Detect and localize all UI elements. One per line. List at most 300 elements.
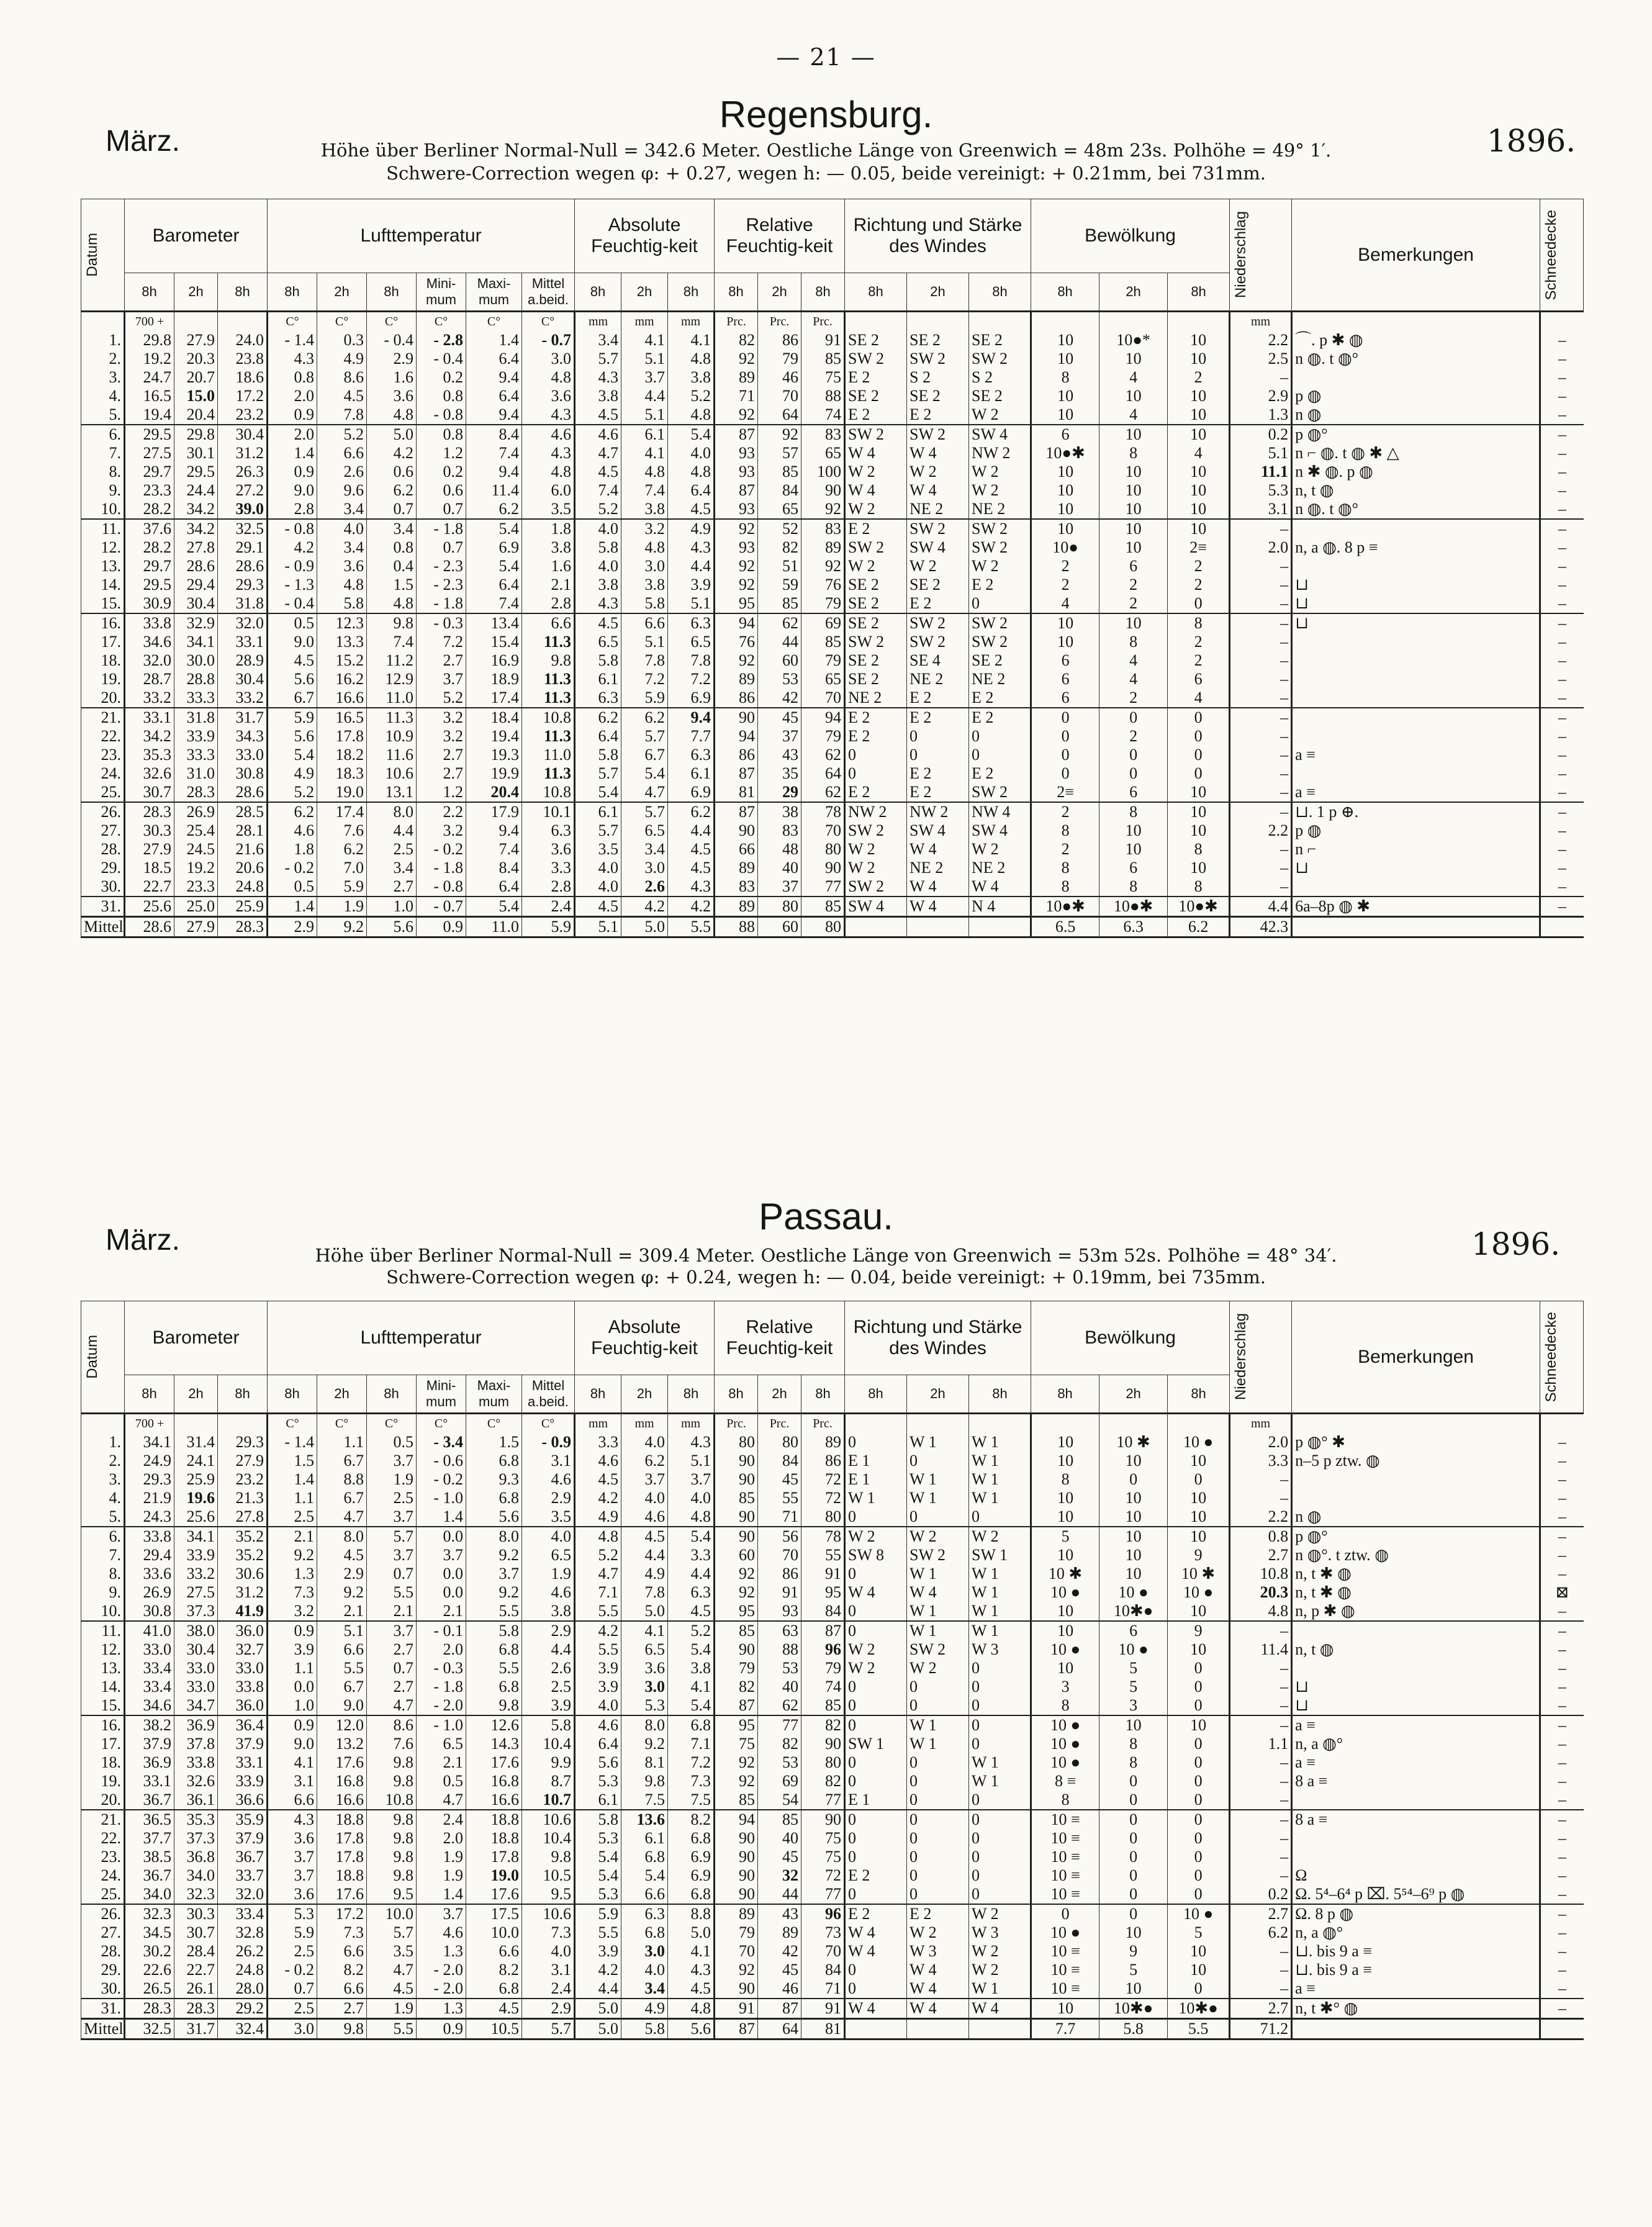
subcol-header: 8h	[367, 273, 417, 312]
cell-tn: 1.9	[417, 1848, 466, 1866]
cell-tx: 9.4	[466, 821, 522, 840]
cell-s: –	[1540, 840, 1584, 859]
cell-w1: 0	[845, 1565, 907, 1583]
cell-r3: 77	[801, 1791, 845, 1810]
cell-b2: 34.2	[174, 519, 218, 538]
cell-d: 16.	[81, 1715, 125, 1735]
cell-n: 2.5	[1230, 350, 1292, 368]
cell-s: –	[1540, 1961, 1584, 1979]
cell-n: –	[1230, 1489, 1292, 1507]
cell-t2: 16.6	[317, 1791, 367, 1810]
cell-d: 31.	[81, 897, 125, 917]
cell-c1: 2	[1031, 840, 1099, 859]
cell-n: –	[1230, 783, 1292, 802]
cell-t2: 17.2	[317, 1904, 367, 1923]
cell-r1: 86	[715, 746, 758, 764]
cell-r2: 35	[758, 764, 801, 783]
cell-c1: 10 ≡	[1031, 1829, 1099, 1848]
cell-rem: n, t ✱° ◍	[1292, 1999, 1540, 2019]
cell-w1: W 2	[845, 463, 907, 481]
cell-tx: 17.6	[466, 1753, 522, 1772]
station-header-line-2: Schwere-Correction wegen φ: + 0.24, wegen h: — 0.04, beide vereinigt: + 0.19mm, bei 735mm.	[386, 1267, 1266, 1288]
cell-r3: 75	[801, 1829, 845, 1848]
cell-t1: 3.1	[268, 1772, 317, 1791]
cell-tx: 6.8	[466, 1452, 522, 1470]
cell-c1: 2	[1031, 557, 1099, 576]
cell-w3: NE 2	[969, 670, 1031, 689]
cell-b1: 33.8	[125, 613, 174, 633]
subcol-header: 8h	[845, 1375, 907, 1414]
cell-d: 11.	[81, 1621, 125, 1640]
cell-t3: 0.7	[367, 500, 417, 519]
cell-tx: 6.4	[466, 387, 522, 405]
cell-c3: 0	[1168, 708, 1230, 727]
cell-r1: 94	[715, 613, 758, 633]
cell-c1: 10 ≡	[1031, 1848, 1099, 1866]
cell-d: 6.	[81, 425, 125, 444]
cell-rem	[1292, 1848, 1540, 1866]
cell-tn: 2.7	[417, 764, 466, 783]
cell-t1: 2.0	[268, 387, 317, 405]
cell-n: –	[1230, 368, 1292, 387]
cell-n: –	[1230, 1848, 1292, 1866]
cell-c3: 0	[1168, 1753, 1230, 1772]
cell-tx: 6.4	[466, 877, 522, 897]
cell-s: –	[1540, 1848, 1584, 1866]
cell-b2: 33.0	[174, 1659, 218, 1678]
cell-b3: 29.3	[218, 576, 268, 594]
cell-c2: 4	[1099, 368, 1168, 387]
table-row	[81, 689, 1584, 708]
cell-t2: 7.3	[317, 1923, 367, 1942]
cell-c2: 10✱●	[1099, 1602, 1168, 1621]
cell-w1: E 1	[845, 1791, 907, 1810]
cell-r1: 70	[715, 1942, 758, 1961]
cell-a3: 4.0	[668, 1489, 715, 1507]
cell-a3: 4.2	[668, 897, 715, 917]
cell-w2: W 4	[907, 1999, 969, 2019]
cell-r2: 80	[758, 1433, 801, 1452]
cell-d: 21.	[81, 708, 125, 727]
cell-w2: 0	[907, 1848, 969, 1866]
cell-t3: 0.7	[367, 1565, 417, 1583]
cell-r3: 91	[801, 331, 845, 350]
cell-t1: 4.2	[268, 538, 317, 557]
cell-tx: 9.4	[466, 463, 522, 481]
cell-s: –	[1540, 1942, 1584, 1961]
cell-w1: SW 2	[845, 821, 907, 840]
cell-c1: 6	[1031, 651, 1099, 670]
cell-s: –	[1540, 576, 1584, 594]
cell-n: –	[1230, 746, 1292, 764]
cell-tx: 6.4	[466, 576, 522, 594]
cell-r2: 42	[758, 689, 801, 708]
cell-s: –	[1540, 1735, 1584, 1753]
cell-c2: 9	[1099, 1942, 1168, 1961]
cell-t3: 10.0	[367, 1904, 417, 1923]
table-row	[81, 1923, 1584, 1942]
mean-row	[81, 2019, 1584, 2040]
cell-a2: 7.5	[621, 1791, 668, 1810]
cell-b2: 25.9	[174, 1470, 218, 1489]
cell-a1: 3.3	[575, 1433, 621, 1452]
cell-b3: 27.8	[218, 1507, 268, 1527]
cell-rem: a ≡	[1292, 783, 1540, 802]
cell-w1: 0	[845, 764, 907, 783]
mean-cell-t2: 9.8	[317, 2019, 367, 2040]
cell-b1: 30.7	[125, 783, 174, 802]
cell-rem: a ≡	[1292, 1979, 1540, 1999]
cell-a1: 4.6	[575, 1452, 621, 1470]
cell-d: 22.	[81, 727, 125, 746]
cell-t1: 2.8	[268, 500, 317, 519]
cell-n: 3.1	[1230, 500, 1292, 519]
unit-cell: mm	[575, 1414, 621, 1434]
cell-tn: 0.8	[417, 425, 466, 444]
cell-r1: 90	[715, 708, 758, 727]
cell-c3: 10	[1168, 500, 1230, 519]
cell-rem: n ◍	[1292, 405, 1540, 425]
cell-n: –	[1230, 1678, 1292, 1696]
cell-w2: 0	[907, 1696, 969, 1715]
cell-w3: 0	[969, 1791, 1031, 1810]
cell-r3: 85	[801, 1696, 845, 1715]
station-title-regensburg: Regensburg.	[719, 94, 933, 135]
unit-cell	[174, 1414, 218, 1434]
cell-w1: W 4	[845, 1999, 907, 2019]
cell-b1: 30.8	[125, 1602, 174, 1621]
cell-t3: 2.9	[367, 350, 417, 368]
cell-w1: SW 2	[845, 538, 907, 557]
cell-c1: 10	[1031, 500, 1099, 519]
cell-c3: 10	[1168, 821, 1230, 840]
cell-a3: 3.8	[668, 1659, 715, 1678]
mean-cell-tm: 5.9	[522, 917, 575, 937]
cell-c2: 0	[1099, 1772, 1168, 1791]
cell-t3: 8.0	[367, 802, 417, 821]
cell-a3: 4.3	[668, 1961, 715, 1979]
cell-rem: n, a ◍°	[1292, 1923, 1540, 1942]
cell-b3: 24.0	[218, 331, 268, 350]
cell-rem	[1292, 708, 1540, 727]
header-bewoelkung: Bewölkung	[1031, 199, 1230, 273]
cell-s: –	[1540, 1602, 1584, 1621]
cell-a1: 6.2	[575, 708, 621, 727]
cell-b3: 27.2	[218, 481, 268, 500]
cell-r3: 80	[801, 840, 845, 859]
cell-c3: 10	[1168, 1527, 1230, 1546]
cell-b1: 19.2	[125, 350, 174, 368]
cell-b3: 35.2	[218, 1546, 268, 1565]
cell-tm: 11.3	[522, 670, 575, 689]
year-label-regensburg: 1896.	[1487, 123, 1576, 159]
cell-tn: 0.8	[417, 387, 466, 405]
cell-t2: 5.9	[317, 877, 367, 897]
cell-a1: 4.8	[575, 1527, 621, 1546]
mean-cell-a3: 5.6	[668, 2019, 715, 2040]
cell-a2: 4.5	[621, 1527, 668, 1546]
cell-r3: 91	[801, 1565, 845, 1583]
cell-a1: 4.5	[575, 463, 621, 481]
cell-w1: 0	[845, 1979, 907, 1999]
header-relative-feuchtigkeit: Relative Feuchtig-keit	[715, 1301, 845, 1375]
cell-rem: ⊔	[1292, 859, 1540, 877]
cell-tm: 2.4	[522, 897, 575, 917]
unit-cell: C°	[367, 1414, 417, 1434]
cell-tn: - 1.8	[417, 859, 466, 877]
cell-w1: 0	[845, 1715, 907, 1735]
cell-c1: 0	[1031, 764, 1099, 783]
cell-r1: 90	[715, 1452, 758, 1470]
table-row	[81, 1470, 1584, 1489]
cell-b2: 36.8	[174, 1848, 218, 1866]
cell-w2: SE 2	[907, 576, 969, 594]
cell-n: –	[1230, 1979, 1292, 1999]
cell-tx: 5.6	[466, 1507, 522, 1527]
cell-a3: 4.5	[668, 840, 715, 859]
cell-w1: SW 4	[845, 897, 907, 917]
cell-t3: 9.8	[367, 1810, 417, 1829]
cell-w2: W 1	[907, 1621, 969, 1640]
cell-a1: 4.6	[575, 425, 621, 444]
cell-c2: 6	[1099, 783, 1168, 802]
cell-a2: 3.7	[621, 368, 668, 387]
cell-b2: 28.4	[174, 1942, 218, 1961]
cell-tm: 3.1	[522, 1452, 575, 1470]
cell-tn: - 1.0	[417, 1489, 466, 1507]
unit-cell: C°	[417, 312, 466, 332]
cell-s: –	[1540, 1923, 1584, 1942]
cell-w2: NE 2	[907, 859, 969, 877]
cell-n: –	[1230, 1772, 1292, 1791]
cell-r1: 92	[715, 557, 758, 576]
mean-cell-s	[1540, 2019, 1584, 2040]
cell-c3: 10	[1168, 783, 1230, 802]
cell-c3: 10	[1168, 802, 1230, 821]
cell-c3: 10	[1168, 405, 1230, 425]
cell-c2: 8	[1099, 444, 1168, 463]
cell-rem: p ◍° ✱	[1292, 1433, 1540, 1452]
table-row	[81, 859, 1584, 877]
cell-s: –	[1540, 689, 1584, 708]
cell-s: –	[1540, 897, 1584, 917]
cell-tx: 6.6	[466, 1942, 522, 1961]
cell-t3: 9.8	[367, 1772, 417, 1791]
cell-b3: 33.0	[218, 746, 268, 764]
cell-d: 4.	[81, 1489, 125, 1507]
cell-b2: 20.7	[174, 368, 218, 387]
cell-t1: 0.5	[268, 877, 317, 897]
cell-t3: 9.8	[367, 613, 417, 633]
cell-w1: SE 2	[845, 651, 907, 670]
cell-t2: 7.0	[317, 859, 367, 877]
cell-c2: 8	[1099, 802, 1168, 821]
cell-a1: 4.6	[575, 1715, 621, 1735]
cell-c2: 2	[1099, 576, 1168, 594]
cell-w1: NW 2	[845, 802, 907, 821]
cell-d: 14.	[81, 1678, 125, 1696]
cell-t1: 9.2	[268, 1546, 317, 1565]
cell-w1: W 2	[845, 1659, 907, 1678]
mean-cell-b2: 27.9	[174, 917, 218, 937]
observation-table-regensburg	[81, 199, 1584, 938]
cell-a1: 6.5	[575, 633, 621, 651]
table-row	[81, 425, 1584, 444]
cell-w1: E 2	[845, 1904, 907, 1923]
cell-t3: 5.7	[367, 1527, 417, 1546]
cell-a1: 5.5	[575, 1640, 621, 1659]
cell-a3: 6.1	[668, 764, 715, 783]
cell-r2: 91	[758, 1583, 801, 1602]
cell-tn: - 2.3	[417, 576, 466, 594]
cell-c1: 2	[1031, 576, 1099, 594]
unit-cell	[1099, 312, 1168, 332]
cell-w2: W 1	[907, 1602, 969, 1621]
cell-s: –	[1540, 1507, 1584, 1527]
cell-n: –	[1230, 633, 1292, 651]
cell-w2: S 2	[907, 368, 969, 387]
cell-tm: 7.3	[522, 1923, 575, 1942]
cell-t2: 15.2	[317, 651, 367, 670]
cell-t1: 9.0	[268, 633, 317, 651]
cell-w1: 0	[845, 1696, 907, 1715]
cell-r1: 95	[715, 1715, 758, 1735]
cell-b2: 31.0	[174, 764, 218, 783]
header-bemerkungen: Bemerkungen	[1292, 1301, 1540, 1414]
year-label-passau: 1896.	[1471, 1226, 1561, 1262]
cell-tm: 10.5	[522, 1866, 575, 1885]
cell-c3: 10	[1168, 481, 1230, 500]
cell-t2: 2.6	[317, 463, 367, 481]
cell-tm: 3.8	[522, 1602, 575, 1621]
cell-b2: 30.4	[174, 1640, 218, 1659]
cell-w3: W 1	[969, 1772, 1031, 1791]
cell-t1: 4.3	[268, 1810, 317, 1829]
cell-w2: 0	[907, 727, 969, 746]
cell-w3: W 1	[969, 1565, 1031, 1583]
cell-t3: 2.7	[367, 1640, 417, 1659]
station-title-passau: Passau.	[759, 1196, 893, 1237]
cell-r2: 32	[758, 1866, 801, 1885]
cell-t2: 17.8	[317, 1829, 367, 1848]
cell-w1: 0	[845, 1507, 907, 1527]
cell-s: –	[1540, 425, 1584, 444]
cell-r2: 62	[758, 613, 801, 633]
cell-d: 19.	[81, 1772, 125, 1791]
cell-w1: E 2	[845, 368, 907, 387]
cell-a1: 3.9	[575, 1659, 621, 1678]
cell-rem: n, t ✱ ◍	[1292, 1583, 1540, 1602]
cell-t3: 7.4	[367, 633, 417, 651]
cell-d: 7.	[81, 1546, 125, 1565]
cell-r3: 72	[801, 1866, 845, 1885]
cell-c3: 5	[1168, 1923, 1230, 1942]
cell-d: 18.	[81, 651, 125, 670]
cell-r1: 90	[715, 1885, 758, 1904]
cell-c3: 0	[1168, 1885, 1230, 1904]
cell-s: –	[1540, 651, 1584, 670]
cell-d: 30.	[81, 1979, 125, 1999]
cell-rem	[1292, 557, 1540, 576]
cell-b3: 18.6	[218, 368, 268, 387]
cell-c1: 10 ●	[1031, 1583, 1099, 1602]
subcol-header: Maxi-mum	[466, 273, 522, 312]
cell-c2: 2	[1099, 727, 1168, 746]
cell-s: –	[1540, 1810, 1584, 1829]
cell-n: –	[1230, 859, 1292, 877]
cell-d: 8.	[81, 1565, 125, 1583]
cell-t2: 2.1	[317, 1602, 367, 1621]
unit-cell	[845, 1414, 907, 1434]
cell-tx: 9.2	[466, 1546, 522, 1565]
cell-t3: 4.2	[367, 444, 417, 463]
cell-a1: 5.9	[575, 1904, 621, 1923]
cell-d: 12.	[81, 1640, 125, 1659]
cell-r2: 53	[758, 670, 801, 689]
cell-w2: E 2	[907, 708, 969, 727]
table-row	[81, 633, 1584, 651]
cell-a1: 4.7	[575, 1565, 621, 1583]
cell-b1: 33.4	[125, 1659, 174, 1678]
cell-tx: 18.9	[466, 670, 522, 689]
cell-rem: ⊔. bis 9 a ≡	[1292, 1961, 1540, 1979]
cell-a3: 3.9	[668, 576, 715, 594]
cell-r2: 83	[758, 821, 801, 840]
cell-s: –	[1540, 1753, 1584, 1772]
cell-a2: 5.1	[621, 405, 668, 425]
cell-tm: 10.8	[522, 783, 575, 802]
cell-w2: SE 4	[907, 651, 969, 670]
cell-b3: 28.6	[218, 783, 268, 802]
cell-w3: SW 1	[969, 1546, 1031, 1565]
cell-a3: 7.7	[668, 727, 715, 746]
cell-b2: 28.6	[174, 557, 218, 576]
cell-d: 9.	[81, 481, 125, 500]
cell-rem: p ◍°	[1292, 425, 1540, 444]
cell-b1: 36.7	[125, 1791, 174, 1810]
cell-b1: 38.2	[125, 1715, 174, 1735]
cell-tn: 4.6	[417, 1923, 466, 1942]
cell-a2: 7.4	[621, 481, 668, 500]
cell-c2: 10	[1099, 481, 1168, 500]
cell-a1: 4.2	[575, 1961, 621, 1979]
cell-b2: 33.9	[174, 727, 218, 746]
cell-rem: a ≡	[1292, 1715, 1540, 1735]
cell-r2: 82	[758, 538, 801, 557]
cell-n: –	[1230, 1753, 1292, 1772]
cell-tm: 9.5	[522, 1885, 575, 1904]
header-absolute-feuchtigkeit: Absolute Feuchtig-keit	[575, 199, 715, 273]
cell-b1: 28.3	[125, 802, 174, 821]
cell-a3: 4.1	[668, 331, 715, 350]
cell-n: –	[1230, 764, 1292, 783]
cell-d: 3.	[81, 1470, 125, 1489]
cell-n: –	[1230, 1470, 1292, 1489]
cell-t1: 0.5	[268, 613, 317, 633]
unit-cell: C°	[268, 312, 317, 332]
cell-r1: 91	[715, 1999, 758, 2019]
cell-r1: 90	[715, 1527, 758, 1546]
cell-tm: 2.9	[522, 1999, 575, 2019]
cell-s: –	[1540, 331, 1584, 350]
unit-cell	[81, 312, 125, 332]
cell-tm: 1.9	[522, 1565, 575, 1583]
cell-r3: 96	[801, 1904, 845, 1923]
cell-d: 27.	[81, 821, 125, 840]
cell-r1: 90	[715, 1507, 758, 1527]
cell-s: –	[1540, 557, 1584, 576]
cell-c1: 10 ●	[1031, 1715, 1099, 1735]
